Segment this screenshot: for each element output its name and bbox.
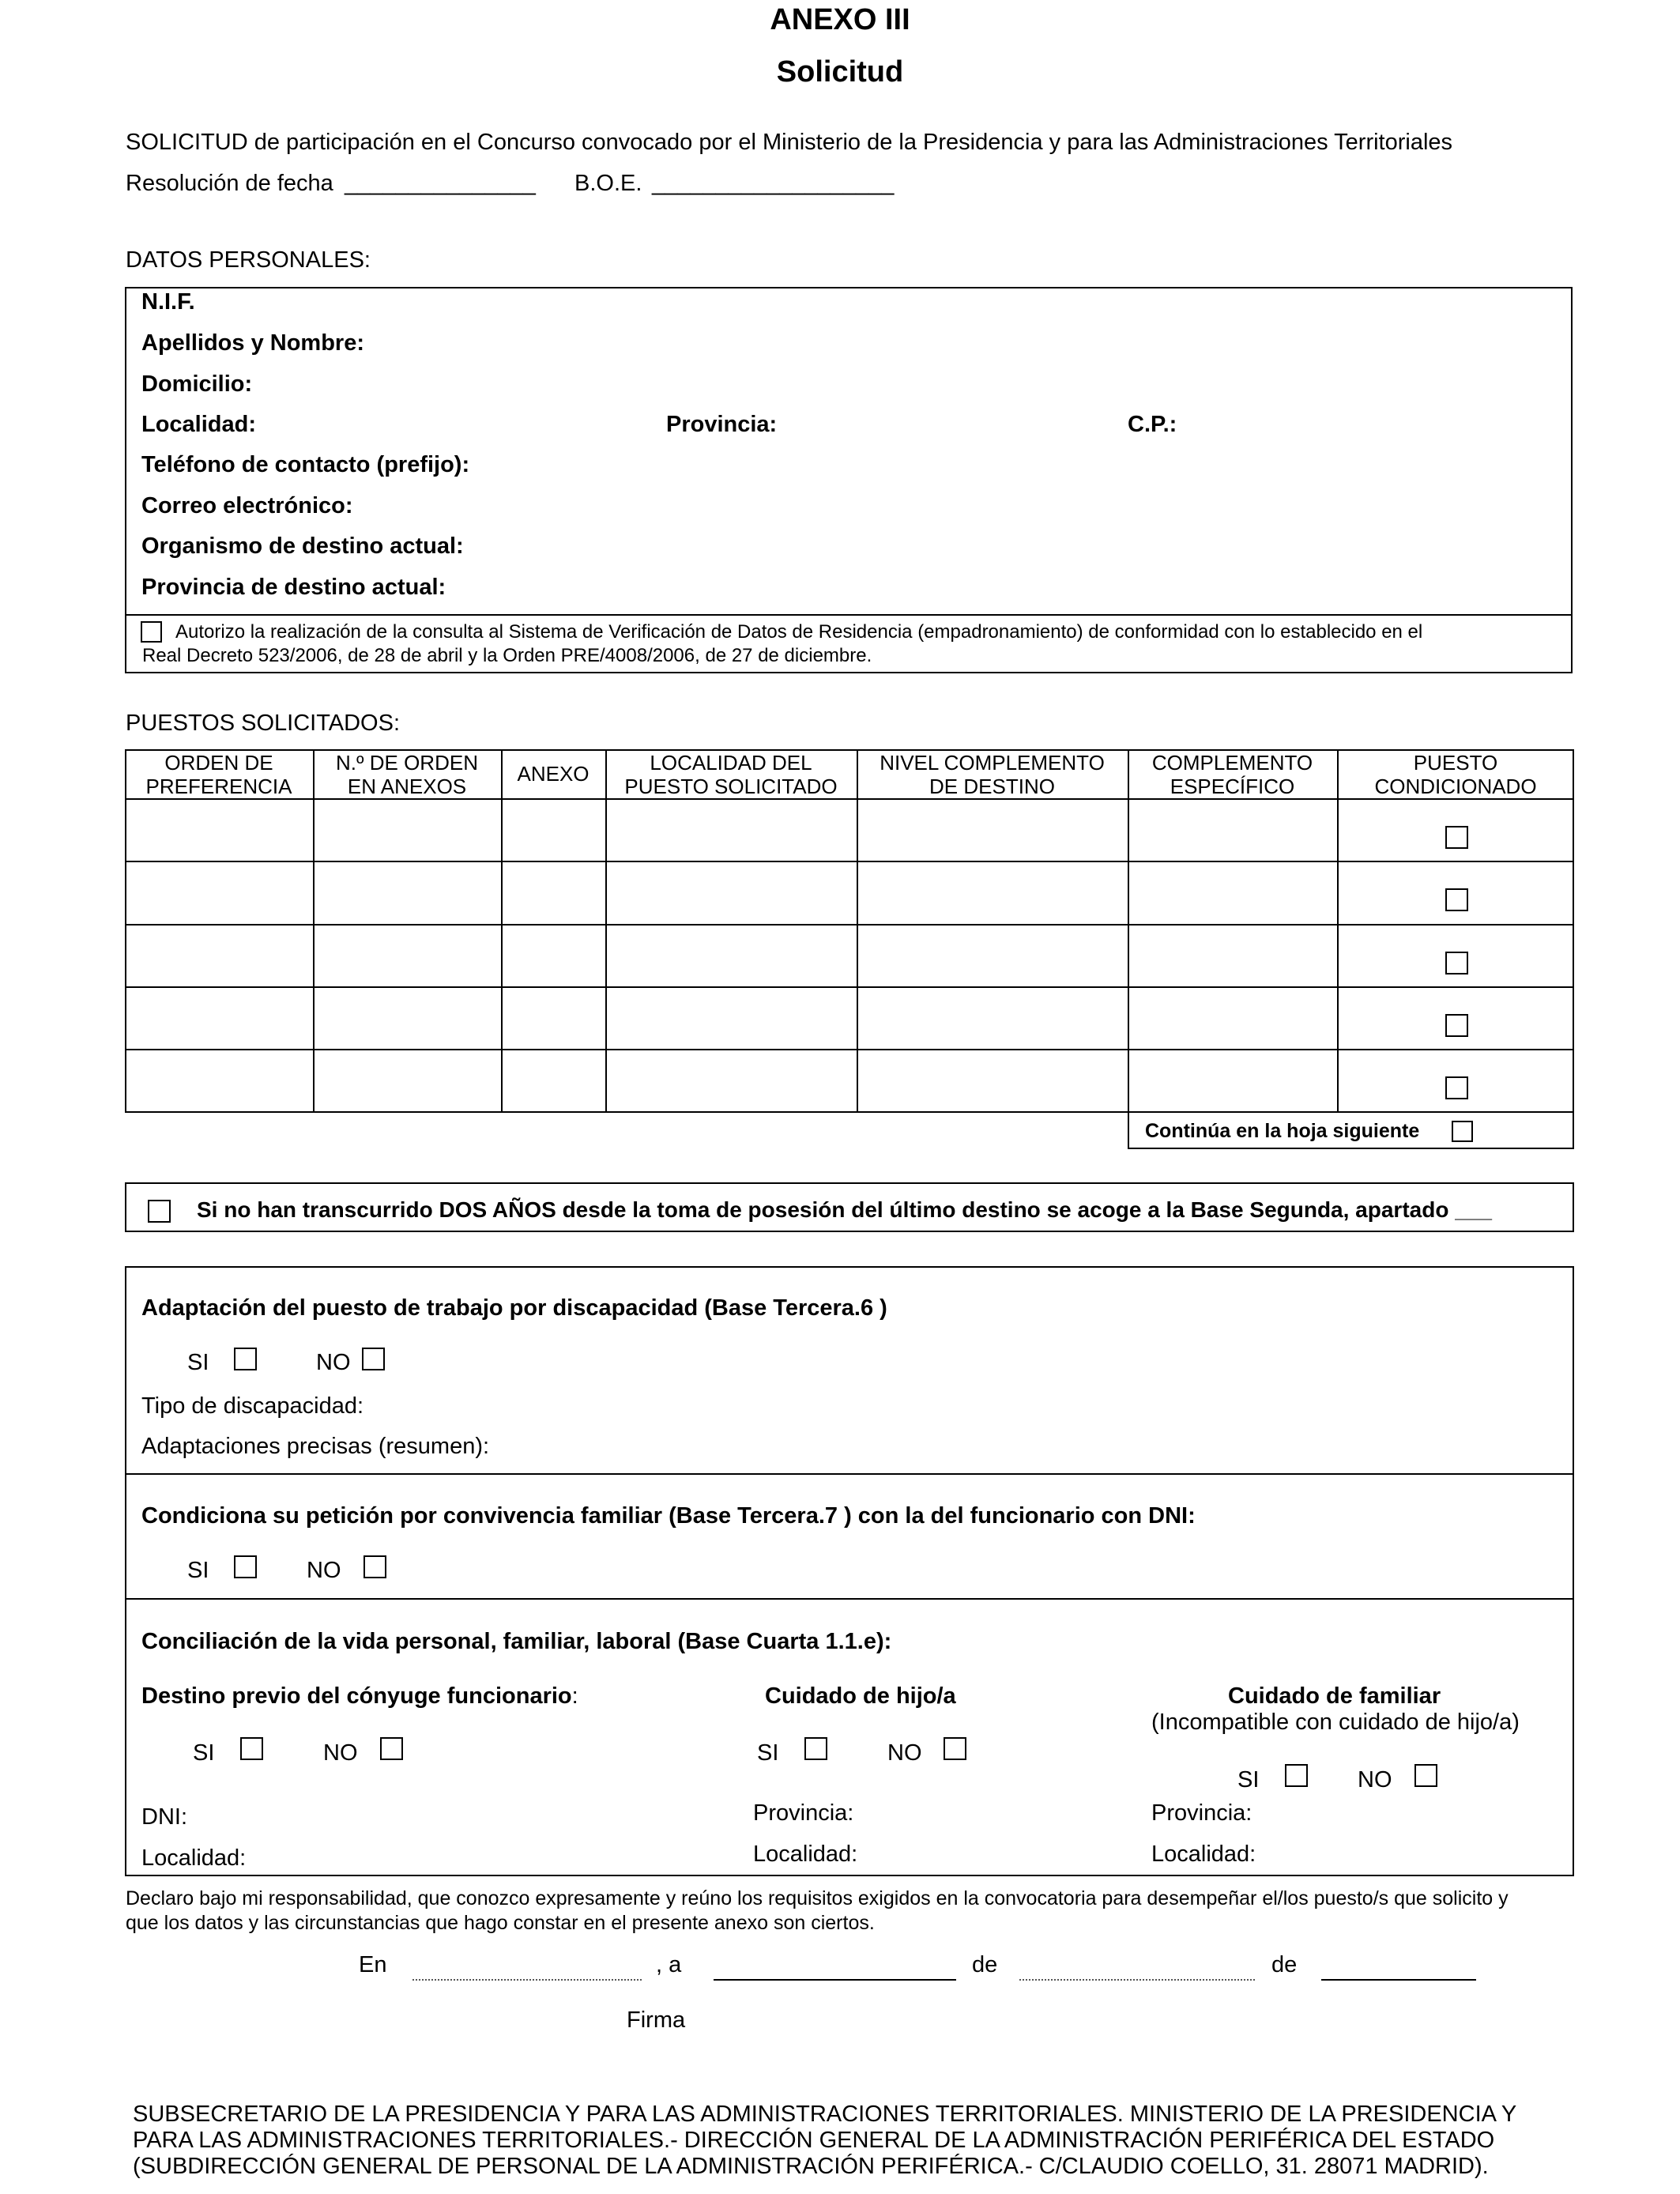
condicionado-checkbox[interactable] — [1445, 888, 1468, 911]
conyuge-si-label: SI — [193, 1740, 215, 1766]
col-header-anexo: ANEXO — [517, 762, 590, 786]
adaptaciones-field[interactable]: Adaptaciones precisas (resumen): — [141, 1434, 490, 1459]
hijo-title: Cuidado de hijo/a — [765, 1683, 956, 1709]
convivencia-si-label: SI — [187, 1558, 209, 1583]
hijo-no-label: NO — [887, 1740, 922, 1766]
organismo-field[interactable]: Organismo de destino actual: — [141, 533, 464, 559]
condicionado-checkbox[interactable] — [1445, 826, 1468, 849]
hijo-si-label: SI — [757, 1740, 779, 1766]
condicionado-checkbox[interactable] — [1445, 952, 1468, 974]
en-label: En — [359, 1952, 387, 1977]
cp-field[interactable]: C.P.: — [1128, 412, 1177, 437]
condicionado-checkbox[interactable] — [1445, 1014, 1468, 1037]
conyuge-title: Destino previo del cónyuge funcionario: — [141, 1683, 578, 1709]
hijo-si-checkbox[interactable] — [804, 1737, 827, 1760]
boe-field[interactable]: ___________________ — [652, 171, 895, 196]
intro-text: SOLICITUD de participación en el Concurso convocado por el Ministerio de la Presidencia y para las Administraciones Territoriales — [126, 130, 1453, 155]
lugar-field[interactable] — [412, 1979, 642, 1981]
puestos-heading: PUESTOS SOLICITADOS: — [126, 711, 401, 736]
col-header-localidad: LOCALIDAD DEL PUESTO SOLICITADO — [624, 751, 838, 798]
familiar-no-label: NO — [1358, 1767, 1392, 1793]
table-row-divider — [125, 986, 1574, 988]
table-row-divider — [125, 1049, 1574, 1050]
resolucion-date-field[interactable]: _______________ — [345, 171, 536, 196]
declaracion-text: Declaro bajo mi responsabilidad, que conozco expresamente y reúno los requisitos exigidos en la convocatoria para desempeñar el/los puesto/s que solicito y — [126, 1887, 1509, 1909]
autorizo-text-2: Real Decreto 523/2006, de 28 de abril y la Orden PRE/4008/2006, de 27 de diciembre. — [142, 645, 872, 666]
datos-personales-heading: DATOS PERSONALES: — [126, 247, 371, 273]
adaptacion-title: Adaptación del puesto de trabajo por discapacidad (Base Tercera.6 ) — [141, 1295, 887, 1321]
hijo-localidad-field[interactable]: Localidad: — [753, 1842, 858, 1867]
mes-field[interactable] — [1019, 1979, 1255, 1981]
domicilio-field[interactable]: Domicilio: — [141, 371, 253, 397]
divider — [125, 614, 1573, 616]
table-col-divider — [857, 749, 858, 1113]
provincia-field[interactable]: Provincia: — [666, 412, 778, 437]
col-header-complemento: COMPLEMENTO ESPECÍFICO — [1151, 751, 1313, 798]
adaptacion-si-label: SI — [187, 1350, 209, 1375]
col-header-numero: N.º DE ORDEN EN ANEXOS — [336, 751, 478, 798]
col-header-orden: ORDEN DE PREFERENCIA — [145, 751, 292, 798]
apellidos-field[interactable]: Apellidos y Nombre: — [141, 330, 364, 356]
continua-text: Continúa en la hoja siguiente — [1145, 1120, 1420, 1142]
dos-anos-checkbox[interactable] — [148, 1200, 171, 1223]
dia-field[interactable] — [714, 1979, 956, 1981]
familiar-localidad-field[interactable]: Localidad: — [1151, 1842, 1256, 1867]
resolucion-label: Resolución de fecha — [126, 171, 333, 196]
dos-anos-text: Si no han transcurrido DOS AÑOS desde la toma de posesión del último destino se acoge a la Base Segunda, apartado ___ — [197, 1197, 1492, 1222]
continua-checkbox[interactable] — [1452, 1121, 1473, 1142]
telefono-field[interactable]: Teléfono de contacto (prefijo): — [141, 452, 470, 477]
divider — [125, 1473, 1574, 1475]
page-title: ANEXO III — [770, 3, 910, 36]
hijo-provincia-field[interactable]: Provincia: — [753, 1800, 854, 1826]
table-row-divider — [125, 924, 1574, 925]
familiar-subtitle: (Incompatible con cuidado de hijo/a) — [1151, 1710, 1520, 1735]
familiar-no-checkbox[interactable] — [1414, 1764, 1437, 1787]
a-label: , a — [656, 1952, 682, 1977]
declaracion-text-2: que los datos y las circunstancias que hago constar en el presente anexo son ciertos. — [126, 1912, 875, 1934]
autorizo-checkbox[interactable] — [141, 621, 162, 643]
familiar-provincia-field[interactable]: Provincia: — [1151, 1800, 1252, 1826]
puestos-table — [125, 749, 1574, 1113]
convivencia-si-checkbox[interactable] — [234, 1555, 257, 1578]
de-label-1: de — [972, 1952, 998, 1977]
convivencia-no-checkbox[interactable] — [363, 1555, 386, 1578]
correo-field[interactable]: Correo electrónico: — [141, 493, 353, 518]
de-label-2: de — [1271, 1952, 1298, 1977]
conyuge-no-label: NO — [323, 1740, 358, 1766]
condicionado-checkbox[interactable] — [1445, 1076, 1468, 1099]
footer-line-3: (SUBDIRECCIÓN GENERAL DE PERSONAL DE LA ADMINISTRACIÓN PERIFÉRICA.- C/CLAUDIO COELLO, 31. 28071 MADRID). — [133, 2154, 1489, 2179]
conciliacion-title: Conciliación de la vida personal, familiar, laboral (Base Cuarta 1.1.e): — [141, 1629, 892, 1654]
autorizo-text: Autorizo la realización de la consulta al Sistema de Verificación de Datos de Residencia (empadronamiento) de conformidad con lo establecido en el — [175, 621, 1423, 643]
familiar-title: Cuidado de familiar — [1228, 1683, 1441, 1709]
familiar-si-label: SI — [1237, 1767, 1260, 1793]
conyuge-si-checkbox[interactable] — [240, 1737, 263, 1760]
conyuge-localidad-field[interactable]: Localidad: — [141, 1845, 247, 1871]
adaptacion-no-label: NO — [316, 1350, 351, 1375]
nif-field[interactable]: N.I.F. — [141, 289, 195, 315]
col-header-nivel: NIVEL COMPLEMENTO DE DESTINO — [880, 751, 1105, 798]
conyuge-no-checkbox[interactable] — [380, 1737, 403, 1760]
localidad-field[interactable]: Localidad: — [141, 412, 257, 437]
table-col-divider — [1337, 749, 1339, 1113]
table-col-divider — [1128, 749, 1129, 1149]
adaptacion-si-checkbox[interactable] — [234, 1348, 257, 1370]
adaptacion-no-checkbox[interactable] — [362, 1348, 385, 1370]
familiar-si-checkbox[interactable] — [1285, 1764, 1308, 1787]
table-header-divider — [125, 798, 1574, 800]
tipo-discapacidad-field[interactable]: Tipo de discapacidad: — [141, 1393, 364, 1419]
ano-field[interactable] — [1321, 1979, 1476, 1981]
convivencia-title: Condiciona su petición por convivencia familiar (Base Tercera.7 ) con la del funcionario con DNI: — [141, 1503, 1196, 1529]
col-header-condicionado: PUESTO CONDICIONADO — [1374, 751, 1537, 798]
table-col-divider — [605, 749, 607, 1113]
boe-label: B.O.E. — [574, 171, 642, 196]
convivencia-no-label: NO — [307, 1558, 341, 1583]
conyuge-dni-field[interactable]: DNI: — [141, 1804, 187, 1830]
page-subtitle: Solicitud — [776, 55, 904, 89]
table-col-divider — [313, 749, 315, 1113]
divider — [125, 1598, 1574, 1600]
hijo-no-checkbox[interactable] — [944, 1737, 966, 1760]
firma-label: Firma — [627, 2007, 686, 2033]
table-col-divider — [501, 749, 503, 1113]
footer-line-2: PARA LAS ADMINISTRACIONES TERRITORIALES.- DIRECCIÓN GENERAL DE LA ADMINISTRACIÓN PERIFÉRICA DEL ESTADO — [133, 2128, 1495, 2153]
footer-line-1: SUBSECRETARIO DE LA PRESIDENCIA Y PARA LAS ADMINISTRACIONES TERRITORIALES. MINISTERIO DE LA PRESIDENCIA Y — [133, 2102, 1517, 2127]
table-row-divider — [125, 861, 1574, 862]
provincia-destino-field[interactable]: Provincia de destino actual: — [141, 575, 446, 600]
